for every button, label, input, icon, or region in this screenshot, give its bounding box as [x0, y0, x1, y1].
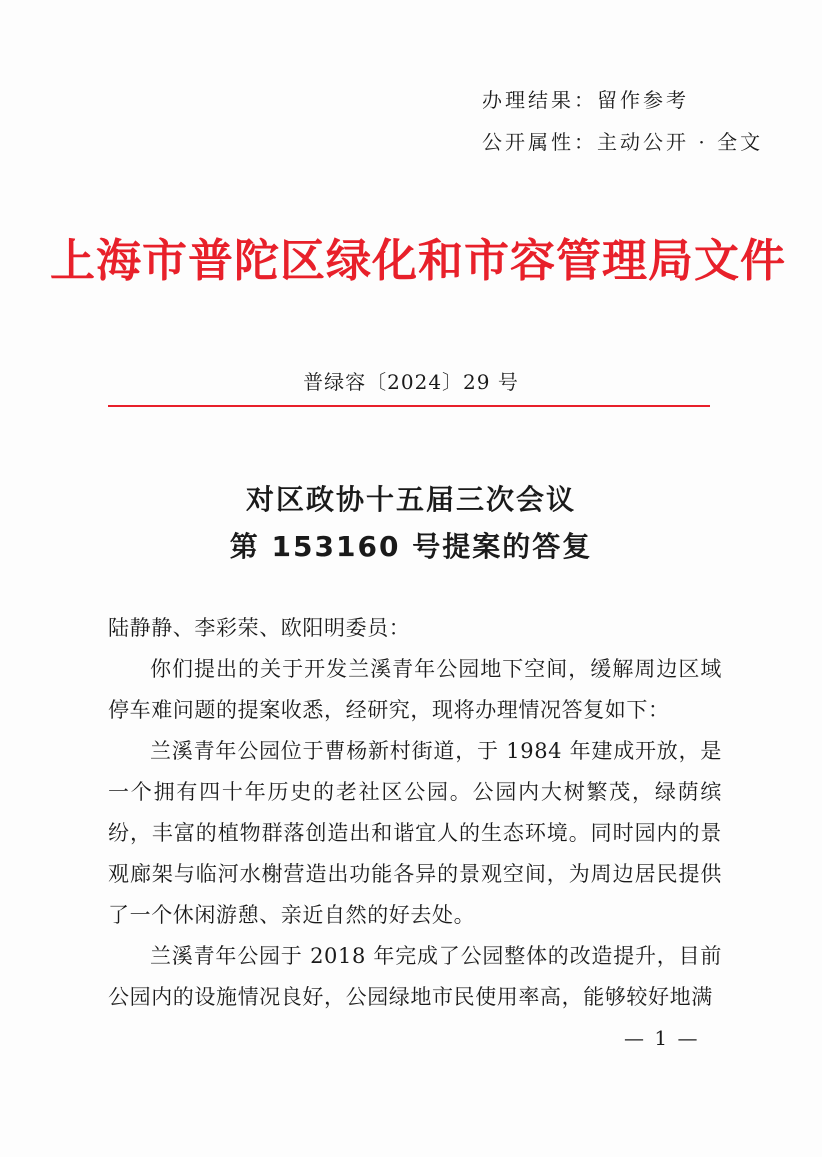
document-title-line-1: 对区政协十五届三次会议: [245, 483, 576, 516]
body-paragraph: 兰溪青年公园位于曹杨新村街道，于 1984 年建成开放，是一个拥有四十年历史的老社区公园。公园内大树繁茂，绿荫缤纷，丰富的植物群落创造出和谐宜人的生态环境。同时园内的景观廊架与临河水榭营造出功能各异的景观空间，为周边居民提供了一个休闲游憩、亲近自然的好去处。: [108, 739, 722, 927]
red-separator-line: [108, 405, 710, 407]
body-paragraph: 你们提出的关于开发兰溪青年公园地下空间，缓解周边区域停车难问题的提案收悉，经研究，现将办理情况答复如下：: [108, 657, 722, 722]
handling-result: 办理结果：留作参考: [482, 88, 689, 112]
document-title-line-2: 第 153160 号提案的答复: [229, 530, 593, 563]
document-number: 普绿容〔2024〕29 号: [303, 370, 519, 394]
page-number: — 1 —: [624, 1026, 700, 1050]
body-paragraph: 兰溪青年公园于 2018 年完成了公园整体的改造提升，目前公园内的设施情况良好，公园绿地市民使用率高，能够较好地满: [108, 944, 722, 1009]
issuing-agency-masthead: 上海市普陀区绿化和市容管理局文件: [50, 234, 787, 287]
disclosure-attribute: 公开属性：主动公开 · 全文: [482, 130, 764, 154]
document-body: [108, 608, 722, 1018]
salutation: 陆静静、李彩荣、欧阳明委员：: [108, 616, 411, 640]
